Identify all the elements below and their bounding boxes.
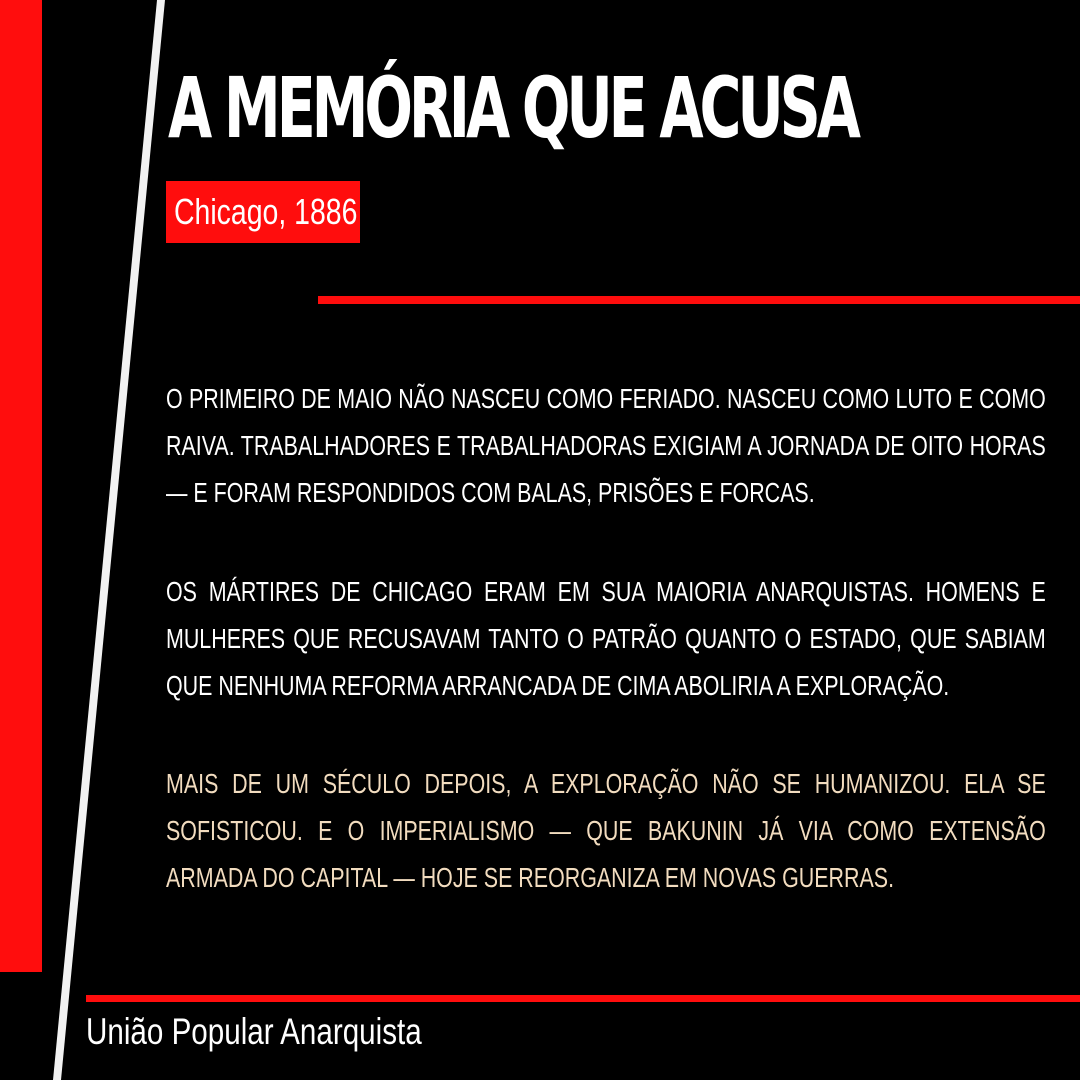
subtitle-text: Chicago, 1886: [174, 191, 358, 232]
paragraph-1: O PRIMEIRO DE MAIO NÃO NASCEU COMO FERIADO. NASCEU COMO LUTO E COMO RAIVA. TRABALHADORES E TRABALHADORAS EXIGIAM A JORNADA DE OITO HORAS — E FORAM RESPONDIDOS COM BALAS, PRISÕES E FORCAS.: [166, 383, 1046, 508]
paragraph-3: MAIS DE UM SÉCULO DEPOIS, A EXPLORAÇÃO NÃO SE HUMANIZOU. ELA SE SOFISTICOU. E O IMPERIALISMO — QUE BAKUNIN JÁ VIA COMO EXTENSÃO ARMADA DO CAPITAL — HOJE SE REORGANIZA EM NOVAS GUERRAS.: [166, 768, 1046, 893]
page-title: A MEMÓRIA QUE ACUSA: [168, 59, 857, 157]
paragraph-2: OS MÁRTIRES DE CHICAGO ERAM EM SUA MAIORIA ANARQUISTAS. HOMENS E MULHERES QUE RECUSAVAM TANTO O PATRÃO QUANTO O ESTADO, QUE SABIAM QUE NENHUMA REFORMA ARRANCADA DE CIMA ABOLIRIA A EXPLORAÇÃO.: [166, 576, 1046, 701]
footer-signature: União Popular Anarquista: [86, 1011, 422, 1052]
subtitle-badge: [166, 181, 360, 243]
top-divider: [318, 296, 1080, 304]
bottom-divider: [86, 995, 1080, 1002]
